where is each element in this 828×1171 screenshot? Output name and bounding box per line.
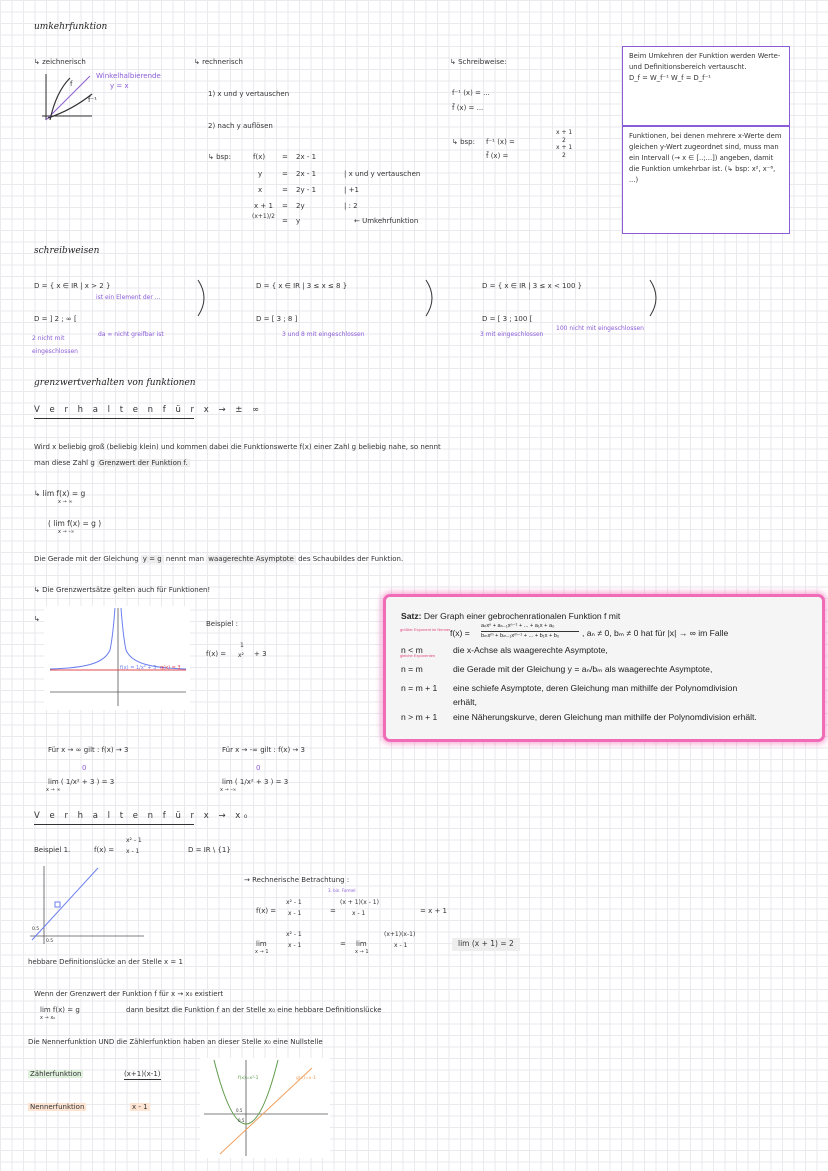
- case-4-text: eine Näherungskurve, deren Gleichung man mithilfe der Polynomdivision erhält.: [453, 712, 757, 722]
- calc-r3-a: x + 1: [254, 202, 273, 210]
- def-line-1: Wird x beliebig groß (beliebig klein) und kommen dabei die Funktionswerte f(x) einer Zahl g beliebig nahe, so nennt: [34, 443, 441, 451]
- theorem-num: aₙxⁿ + aₙ₋₁xⁿ⁻¹ + ... + a₁x + a₀: [481, 623, 555, 629]
- theorem-note-2: gleiche Exponenten: [400, 653, 436, 658]
- step-2: 2) nach y auflösen: [208, 122, 273, 130]
- lim-neg: ( lim f(x) = g ): [48, 519, 102, 528]
- calc-r3-d: | : 2: [344, 202, 358, 210]
- set-3-interval: D = [ 3 ; 100 [: [482, 315, 533, 323]
- notation-bsp: ↳ bsp:: [452, 138, 475, 146]
- graph-1-label-g: g(x) = 3: [160, 665, 181, 671]
- f-label: f: [70, 80, 73, 88]
- arrow-mark: ↳: [34, 615, 40, 623]
- heading-schreibweisen: schreibweisen: [34, 246, 100, 256]
- set-2: D = { x ∈ IR | 3 ≤ x ≤ 8 }: [256, 282, 348, 290]
- merk-1: Wenn der Grenzwert der Funktion f für x → x₀ existiert: [34, 990, 224, 998]
- fx-label: f(x) =: [206, 650, 227, 658]
- fx-den: x²: [238, 652, 244, 659]
- svg-text:0.5: 0.5: [236, 1108, 243, 1113]
- lim-pos: ↳ lim f(x) = g: [34, 489, 86, 498]
- set-1-note-a: 2 nicht mit eingeschlossen: [32, 335, 78, 356]
- set-2-interval: D = [ 3 ; 8 ]: [256, 315, 298, 323]
- merk-2: dann besitzt die Funktion f an der Stelle x₀ eine hebbare Definitionslücke: [126, 1006, 382, 1014]
- case-3-cond: n = m + 1: [401, 683, 438, 693]
- rechnerisch-label: ↳ rechnerisch: [194, 58, 243, 66]
- lim-neg-sub: x → -∞: [58, 529, 75, 535]
- calc-r3-b: =: [282, 202, 288, 210]
- lim-b-den: x - 1: [394, 942, 408, 949]
- heading-umkehrfunktion: umkehrfunktion: [34, 22, 108, 32]
- calc-r4-c: y: [296, 217, 301, 225]
- theorem-frac-line: [481, 631, 579, 632]
- fx-num: 1: [240, 642, 244, 649]
- calc-r2-a: x: [258, 186, 263, 194]
- case-2-text: die Gerade mit der Gleichung y = aₙ/bₘ als waagerechte Asymptote,: [453, 664, 713, 674]
- asym-sentence: [34, 555, 403, 563]
- zaehler-label: Zählerfunktion: [30, 1070, 82, 1078]
- note-box-1-eq: D_f = W_f⁻¹ W_f = D_f⁻¹: [629, 73, 711, 82]
- underline-1: [34, 418, 194, 419]
- theorem-note-1: größter Exponent im Nenner: [400, 627, 451, 632]
- notation-2: f̄ (x) = ...: [452, 104, 484, 112]
- calc-r0-c: 2x - 1: [296, 153, 317, 161]
- nenner-label: Nennerfunktion: [30, 1103, 85, 1111]
- heading-verhalten-x0: V e r h a l t e n f ü r x → x₀: [34, 811, 251, 821]
- zaehler-value: (x+1)(x-1): [124, 1070, 161, 1080]
- asym-e: des Schaubildes der Funktion.: [295, 555, 404, 563]
- def-line-2b: Grenzwert der Funktion f.: [99, 459, 188, 467]
- bsp1-fx: f(x) =: [94, 846, 115, 854]
- calc-r1-c: 2x - 1: [296, 170, 317, 178]
- nenner-value: x - 1: [132, 1103, 148, 1111]
- merk-lim-sub: x → x₀: [40, 1015, 56, 1021]
- limit-calc-neg: lim ( 1/x² + 3 ) = 3: [222, 778, 289, 786]
- case-2-cond: n = m: [401, 664, 423, 674]
- theorem-intro: Der Graph einer gebrochenrationalen Funktion f mit: [421, 611, 621, 621]
- rech-label: → Rechnerische Betrachtung :: [244, 876, 350, 884]
- calc-r2-b: =: [282, 186, 288, 194]
- calc-r3-c: 2y: [296, 202, 305, 210]
- merk-lim: lim f(x) = g: [40, 1006, 80, 1014]
- beispiel-label: Beispiel :: [206, 620, 238, 628]
- frac1-num: x + 1: [556, 129, 573, 136]
- theorem-den: bₘxᵐ + bₘ₋₁xᵐ⁻¹ + ... + b₁x + b₀: [481, 633, 560, 639]
- schreibweise-label: ↳ Schreibweise:: [450, 58, 507, 66]
- brace-2: [424, 278, 440, 318]
- calc-r4-d: ← Umkehrfunktion: [354, 217, 419, 225]
- limit-calc-pos-sub: x → ∞: [46, 787, 61, 793]
- svg-text:0.5: 0.5: [46, 939, 54, 944]
- graph-hebbar: [28, 864, 146, 946]
- graph-label-g: g(x)=x-1: [296, 1076, 316, 1081]
- def-line-2: [34, 459, 190, 467]
- case-3-text-2: erhält,: [453, 697, 477, 707]
- case-4-cond: n > m + 1: [401, 712, 438, 722]
- step-1: 1) x und y vertauschen: [208, 90, 290, 98]
- lim-b-sub: x → 1: [355, 949, 369, 955]
- graph-zaehler-nenner: [200, 1058, 330, 1158]
- calc-r2-c: 2y - 1: [296, 186, 317, 194]
- underline-2: [34, 824, 194, 825]
- set-1-note: ist ein Element der ...: [96, 294, 161, 301]
- graph-1-label-f: f(x) = 1/x² + 3: [120, 665, 157, 671]
- graph-1-over-x2: [44, 606, 190, 710]
- bisector-label: Winkelhalbierende: [96, 72, 161, 80]
- asym-a: Die Gerade mit der Gleichung: [34, 555, 141, 563]
- set-3: D = { x ∈ IR | 3 ≤ x < 100 }: [482, 282, 583, 290]
- eq1-num: x² - 1: [286, 899, 302, 906]
- bsp-label: ↳ bsp:: [208, 153, 231, 161]
- theorem-box: [383, 594, 825, 742]
- binom-note: 3. bin. Formel: [328, 888, 356, 893]
- svg-text:0.5: 0.5: [238, 1118, 245, 1123]
- inverse-sketch: [42, 72, 94, 124]
- set-2-note: 3 und 8 mit eingeschlossen: [282, 331, 365, 338]
- set-3-note-a: 3 mit eingeschlossen: [480, 331, 544, 338]
- lim-result: lim (x + 1) = 2: [452, 938, 520, 951]
- brace-3: [648, 278, 664, 318]
- theorem-f: f(x) =: [450, 628, 470, 638]
- lim-b-num: (x+1)(x-1): [384, 931, 416, 938]
- frac2-den: 2: [562, 152, 566, 159]
- case-1-cond: n < m: [401, 645, 423, 655]
- lim-a-den: x - 1: [288, 942, 302, 949]
- eq1-lhs: f(x) =: [256, 907, 277, 915]
- calc-r1-d: | x und y vertauschen: [344, 170, 421, 178]
- lim-eq: =: [340, 940, 346, 948]
- theorem-cond: , aₙ ≠ 0, bₘ ≠ 0 hat für |x| → ∞ im Falle: [582, 628, 729, 638]
- heading-verhalten-inf: V e r h a l t e n f ü r x → ± ∞: [34, 405, 263, 415]
- bsp1-domain: D = IR \ {1}: [188, 846, 231, 854]
- lim-b: lim: [356, 940, 367, 948]
- def-line-2a: man diese Zahl g: [34, 459, 98, 467]
- set-3-note-c: 100 nicht mit eingeschlossen: [556, 325, 644, 332]
- note-box-1-text: Beim Umkehren der Funktion werden Werte- und Definitionsbereich vertauscht.: [629, 52, 781, 71]
- zero-mark-1: 0: [82, 764, 87, 772]
- nullstelle-statement: Die Nennerfunktion UND die Zählerfunktion haben an dieser Stelle x₀ eine Nullstelle: [28, 1038, 323, 1046]
- eq1b-num: (x + 1)(x - 1): [340, 899, 379, 906]
- zero-mark-2: 0: [256, 764, 261, 772]
- case-3-text: eine schiefe Asymptote, deren Gleichung man mithilfe der Polynomdivision: [453, 683, 738, 693]
- fx-plus: + 3: [254, 650, 267, 658]
- eq1-eq: =: [330, 907, 336, 915]
- calc-r1-a: y: [258, 170, 263, 178]
- lim-pos-sub: x → ∞: [58, 499, 73, 505]
- limit-calc-pos: lim ( 1/x² + 3 ) = 3: [48, 778, 115, 786]
- limit-stmt-pos: Für x → ∞ gilt : f(x) → 3: [48, 746, 129, 754]
- bisector-eq: y = x: [110, 82, 129, 90]
- asym-d: waagerechte Asymptote: [208, 555, 294, 563]
- svg-text:0.5: 0.5: [32, 927, 40, 932]
- theorem-line-1: [401, 611, 620, 621]
- notation-1: f⁻¹ (x) = ...: [452, 89, 490, 97]
- calc-r4-a: (x+1)/2: [252, 213, 275, 220]
- finv-label: f⁻¹: [88, 96, 97, 104]
- bsp1-label: Beispiel 1.: [34, 846, 71, 854]
- case-1-text: die x-Achse als waagerechte Asymptote,: [453, 645, 608, 655]
- bsp1-den: x - 1: [126, 848, 140, 855]
- calc-r1-b: =: [282, 170, 288, 178]
- asym-c: nennt man: [163, 555, 207, 563]
- note-box-2: Funktionen, bei denen mehrere x-Werte dem gleichen y-Wert zugeordnet sind, muss man ein Intervall (→ x ∈ [..;...]) angeben, damit die Funktion umkehrbar ist. (↳ bsp: x², x⁻⁶, ...): [622, 126, 790, 234]
- brace-1: [196, 278, 212, 318]
- hebbar-statement: hebbare Definitionslücke an der Stelle x = 1: [28, 958, 183, 966]
- graph-label-f: f(x)=x²-1: [238, 1076, 259, 1081]
- set-1-note-c: da ∞ nicht greifbar ist: [98, 331, 164, 338]
- eq1-result: = x + 1: [420, 907, 448, 915]
- frac2-num: x + 1: [556, 144, 573, 151]
- calc-r2-d: | +1: [344, 186, 359, 194]
- eq1-den: x - 1: [288, 910, 302, 917]
- lim-a: lim: [256, 940, 267, 948]
- lim-a-sub: x → 1: [255, 949, 269, 955]
- calc-r0-b: =: [282, 153, 288, 161]
- asym-b: y = g: [142, 555, 162, 563]
- calc-r0-a: f(x): [253, 153, 266, 161]
- limit-calc-neg-sub: x → -∞: [220, 787, 237, 793]
- set-1: D = { x ∈ IR | x > 2 }: [34, 282, 111, 290]
- set-1-interval: D = ] 2 ; ∞ [: [34, 315, 77, 323]
- notation-b1: f⁻¹ (x) =: [486, 138, 515, 146]
- frac1-den: 2: [562, 137, 566, 144]
- note-box-1: [622, 46, 790, 126]
- calc-r4-b: =: [282, 217, 288, 225]
- limit-stmt-neg: Für x → -∞ gilt : f(x) → 3: [222, 746, 305, 754]
- grenzwertsaetze: ↳ Die Grenzwertsätze gelten auch für Funktionen!: [34, 586, 211, 594]
- lim-a-num: x² - 1: [286, 931, 302, 938]
- notation-b2: f̄ (x) =: [486, 152, 509, 160]
- bsp1-num: x² - 1: [126, 837, 142, 844]
- eq1b-den: x - 1: [352, 910, 366, 917]
- theorem-title: Satz:: [401, 611, 422, 621]
- zeichnerisch-label: ↳ zeichnerisch: [34, 58, 86, 66]
- heading-grenzwert: grenzwertverhalten von funktionen: [34, 378, 196, 388]
